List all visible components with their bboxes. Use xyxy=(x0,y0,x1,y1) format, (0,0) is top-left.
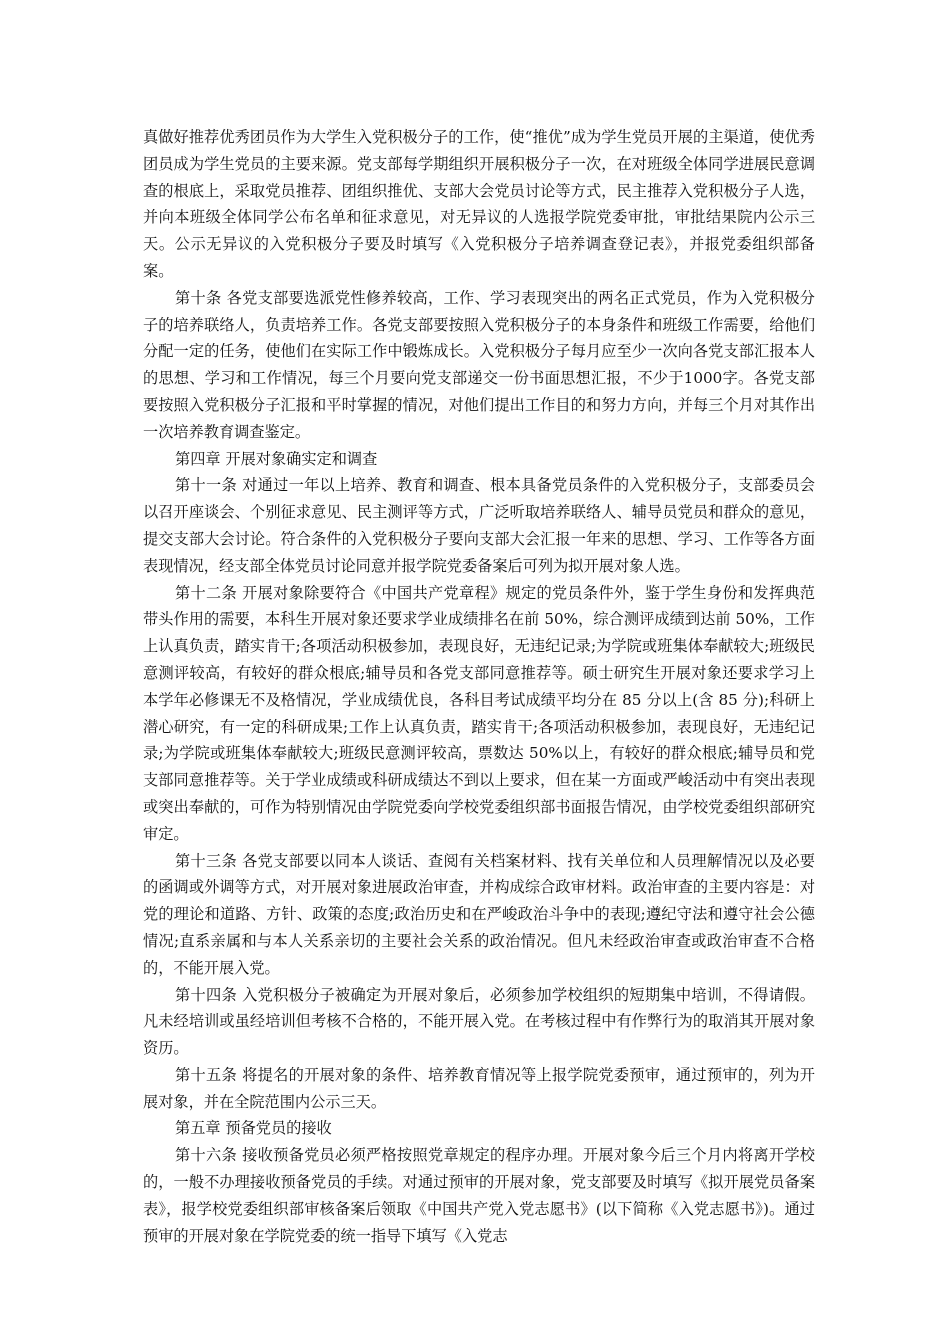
paragraph-article-11: 第十一条 对通过一年以上培养、教育和调查、根本具备党员条件的入党积极分子，支部委员会以召开座谈会、个别征求意见、民主测评等方式，广泛听取培养联络人、辅导员党员和群众的意见，提交支部大会讨论。符合条件的入党积极分子要向支部大会汇报一年来的思想、学习、工作等各方面表现情况，经支部全体党员讨论同意并报学院党委备案后可列为拟开展对象人选。 xyxy=(143,476,815,575)
paragraph-article-10: 第十条 各党支部要选派党性修养较高，工作、学习表现突出的两名正式党员，作为入党积极分子的培养联络人，负责培养工作。各党支部要按照入党积极分子的本身条件和班级工作需要，给他们分配一定的任务，使他们在实际工作中锻炼成长。入党积极分子每月应至少一次向各党支部汇报本人的思想、学习和工作情况，每三个月要向党支部递交一份书面思想汇报，不少于1000字。各党支部要按照入党积极分子汇报和平时掌握的情况，对他们提出工作目的和努力方向，并每三个月对其作出一次培养教育调查鉴定。 xyxy=(143,288,815,441)
paragraph-article-13: 第十三条 各党支部要以同本人谈话、查阅有关档案材料、找有关单位和人员理解情况以及必要的函调或外调等方式，对开展对象进展政治审查，并构成综合政审材料。政治审查的主要内容是：对党的理论和道路、方针、政策的态度;政治历史和在严峻政治斗争中的表现;遵纪守法和遵守社会公德情况;直系亲属和与本人关系亲切的主要社会关系的政治情况。但凡未经政治审查或政治审查不合格的，不能开展入党。 xyxy=(143,851,815,977)
document-page xyxy=(143,124,815,1249)
chapter-4-heading: 第四章 开展对象确实定和调查 xyxy=(175,449,378,468)
paragraph-article-15: 第十五条 将提名的开展对象的条件、培养教育情况等上报学院党委预审，通过预审的，列为开展对象，并在全院范围内公示三天。 xyxy=(143,1065,815,1111)
paragraph-article-14: 第十四条 入党积极分子被确定为开展对象后，必须参加学校组织的短期集中培训，不得请假。凡未经培训或虽经培训但考核不合格的，不能开展入党。在考核过程中有作弊行为的取消其开展对象资历。 xyxy=(143,985,815,1058)
paragraph-article-12: 第十二条 开展对象除要符合《中国共产党章程》规定的党员条件外，鉴于学生身份和发挥典范带头作用的需要，本科生开展对象还要求学业成绩排名在前 50%，综合测评成绩到达前 50%，工作上认真负责，踏实肯干;各项活动积极参加，表现良好，无违纪记录;为学院或班集体奉献较大;班级民意测评较高，有较好的群众根底;辅导员和各党支部同意推荐等。硕士研究生开展对象还要求学习上本学年必修课无不及格情况，学业成绩优良，各科目考试成绩平均分在 85 分以上(含 85 分);科研上潜心研究，有一定的科研成果;工作上认真负责，踏实肯干;各项活动积极参加，表现良好，无违纪记录;为学院或班集体奉献较大;班级民意测评较高，票数达 50%以上，有较好的群众根底;辅导员和党支部同意推荐等。关于学业成绩或科研成绩达不到以上要求，但在某一方面或严峻活动中有突出表现或突出奉献的，可作为特别情况由学院党委向学校党委组织部书面报告情况，由学校党委组织部研究审定。 xyxy=(143,583,815,843)
paragraph-article-16: 第十六条 接收预备党员必须严格按照党章规定的程序办理。开展对象今后三个月内将离开学校的，一般不办理接收预备党员的手续。对通过预审的开展对象，党支部要及时填写《拟开展党员备案表》，报学校党委组织部审核备案后领取《中国共产党入党志愿书》(以下简称《入党志愿书》)。通过预审的开展对象在学院党委的统一指导下填写《入党志 xyxy=(143,1146,815,1245)
chapter-5-heading: 第五章 预备党员的接收 xyxy=(175,1119,332,1138)
paragraph-continuation: 真做好推荐优秀团员作为大学生入党积极分子的工作，使“推优”成为学生党员开展的主渠道，使优秀团员成为学生党员的主要来源。党支部每学期组织开展积极分子一次，在对班级全体同学进展民意调查的根底上，采取党员推荐、团组织推优、支部大会党员讨论等方式，民主推荐入党积极分子人选，并向本班级全体同学公布名单和征求意见，对无异议的人选报学院党委审批，审批结果院内公示三天。公示无异议的入党积极分子要及时填写《入党积极分子培养调查登记表》，并报党委组织部备案。 xyxy=(143,128,815,280)
